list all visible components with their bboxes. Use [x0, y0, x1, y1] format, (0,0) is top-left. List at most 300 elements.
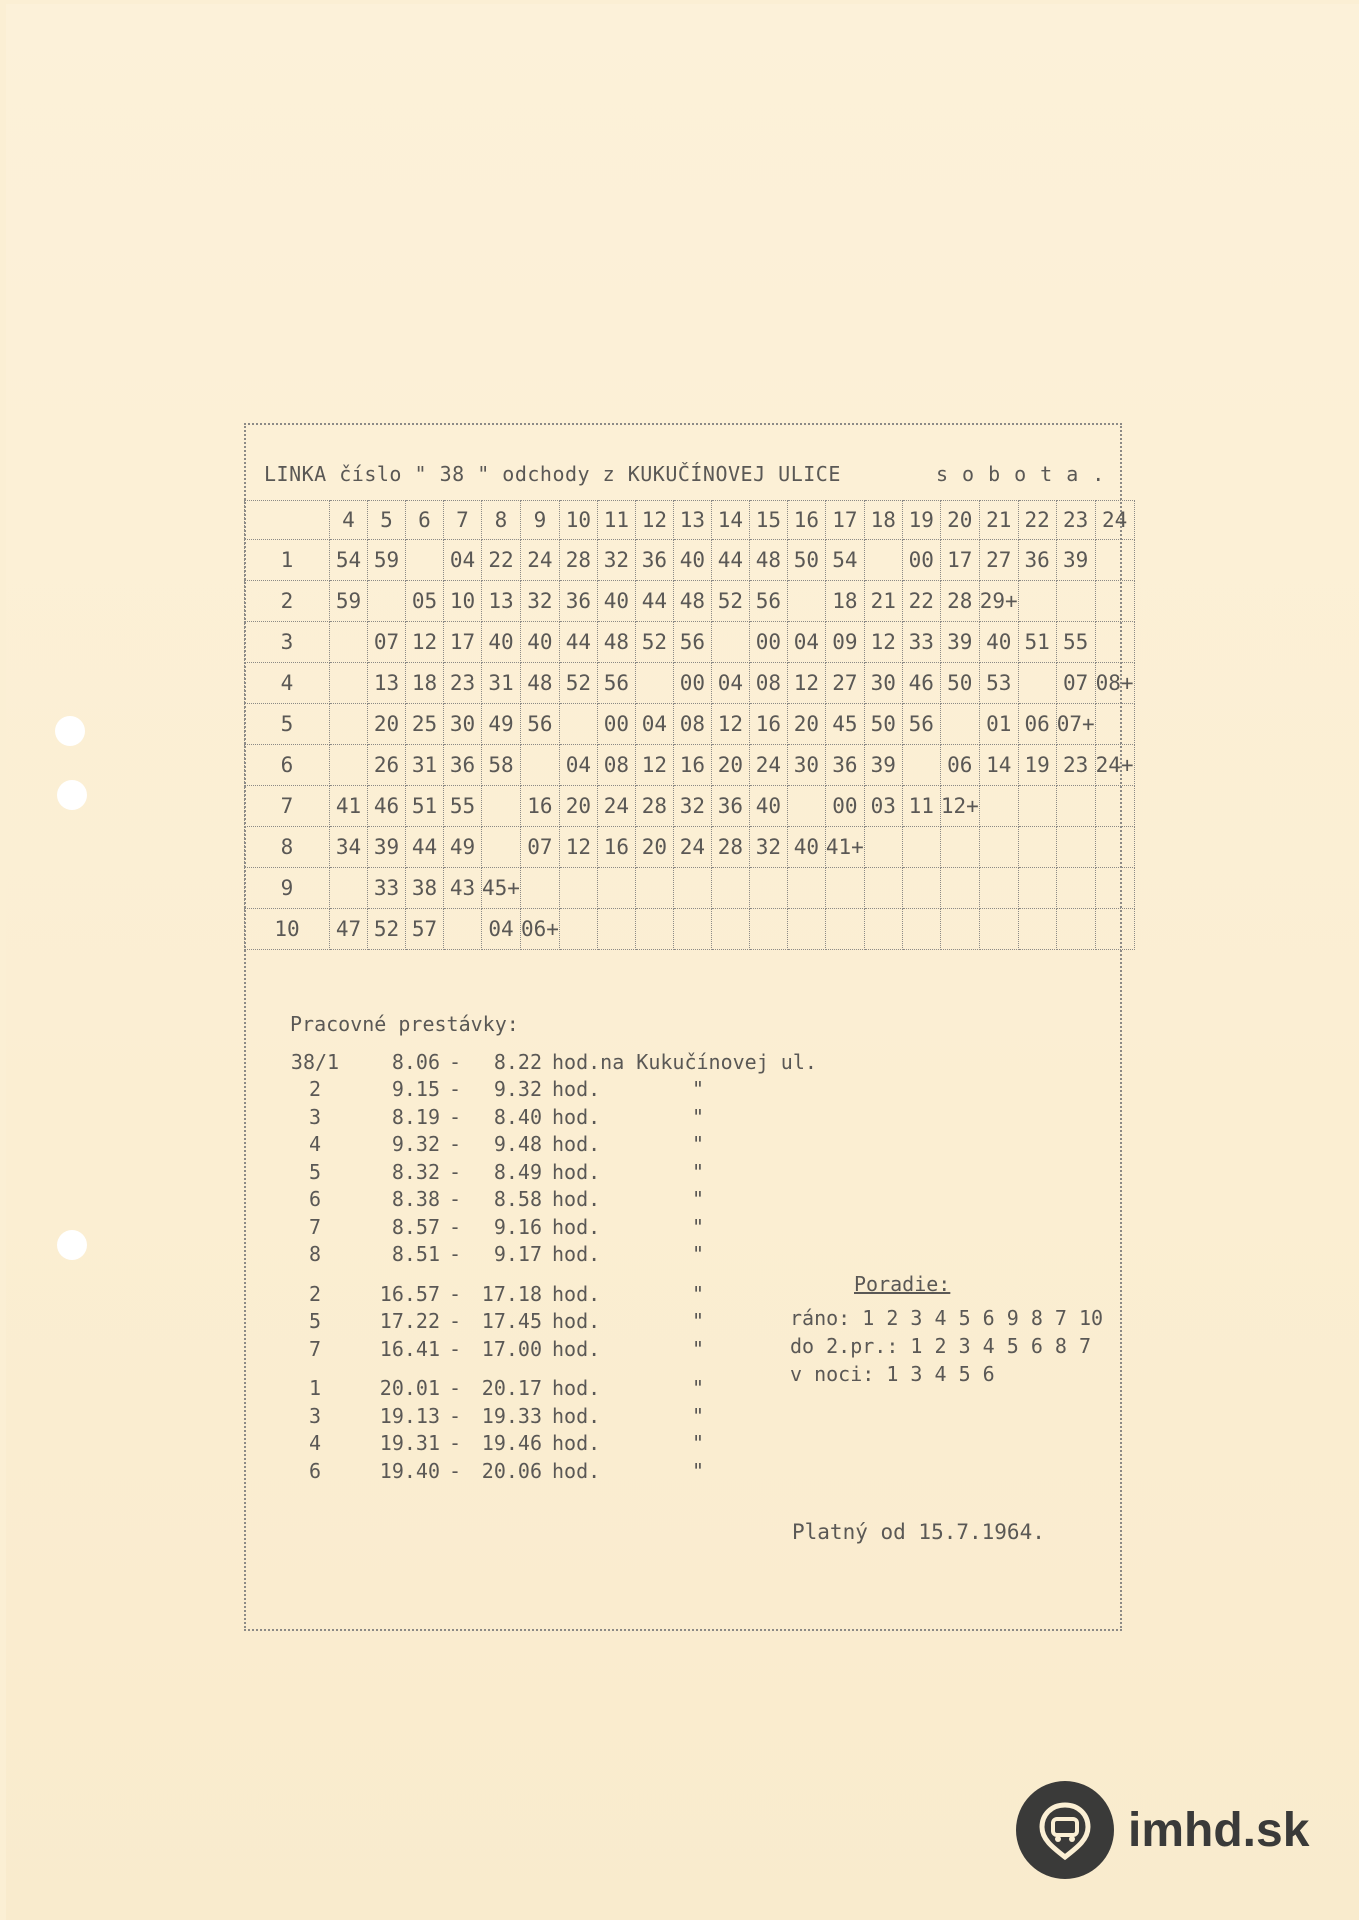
row-label: 7	[245, 786, 330, 827]
break-unit: hod.	[552, 1309, 601, 1334]
break-vehicle: 2	[308, 1077, 322, 1102]
departure-cell: 14	[979, 745, 1018, 786]
break-row	[290, 1280, 704, 1308]
break-start: 17.22	[379, 1309, 440, 1334]
departure-cell: 46	[902, 663, 940, 704]
hour-header: 14	[711, 501, 749, 540]
break-start: 19.40	[379, 1458, 440, 1483]
table-row	[245, 868, 1135, 909]
departure-cell	[1095, 540, 1134, 581]
departure-cell	[406, 540, 444, 581]
punch-hole	[57, 780, 87, 810]
departure-cell: 18	[406, 663, 444, 704]
break-dash: -	[448, 1104, 462, 1129]
departure-cell: 10	[444, 581, 482, 622]
break-start: 8.51	[391, 1242, 440, 1267]
hour-header: 6	[406, 501, 444, 540]
break-end: 9.17	[493, 1242, 542, 1267]
timetable-title	[264, 462, 1119, 486]
departure-cell: 16	[520, 786, 559, 827]
departure-cell: 36	[444, 745, 482, 786]
departure-cell	[864, 540, 902, 581]
break-start: 19.13	[379, 1403, 440, 1428]
departure-cell: 40	[787, 827, 825, 868]
departure-cell	[330, 622, 368, 663]
departure-cell: 06	[940, 745, 979, 786]
departure-cell: 56	[597, 663, 635, 704]
departure-cell	[1095, 581, 1134, 622]
hour-header: 23	[1056, 501, 1095, 540]
departure-cell	[559, 704, 597, 745]
departure-cell: 59	[368, 540, 406, 581]
break-end: 8.40	[493, 1104, 542, 1129]
table-row	[245, 909, 1135, 950]
ditto-mark: "	[692, 1077, 705, 1102]
departure-cell: 00	[597, 704, 635, 745]
break-vehicle: 4	[308, 1132, 322, 1157]
break-row	[290, 1158, 704, 1186]
departure-cell: 04	[482, 909, 521, 950]
departure-cell	[635, 909, 673, 950]
order-night: v noci: 1 3 4 5 6	[790, 1362, 995, 1386]
ditto-mark: "	[692, 1187, 705, 1212]
departure-cell: 07+	[1056, 704, 1095, 745]
departure-cell: 45	[825, 704, 864, 745]
departure-cell	[330, 745, 368, 786]
departure-cell: 27	[825, 663, 864, 704]
departure-cell: 32	[673, 786, 711, 827]
departure-cell	[330, 704, 368, 745]
departure-cell: 22	[482, 540, 521, 581]
departure-cell: 50	[787, 540, 825, 581]
departure-cell	[1095, 909, 1134, 950]
row-label: 3	[245, 622, 330, 663]
ditto-mark: "	[692, 1159, 705, 1184]
departure-cell	[940, 909, 979, 950]
departure-cell	[330, 663, 368, 704]
departure-cell: 11	[902, 786, 940, 827]
order-section	[790, 1272, 1103, 1390]
ditto-mark: "	[692, 1104, 705, 1129]
ditto-mark: "	[692, 1132, 705, 1157]
departure-cell: 58	[482, 745, 521, 786]
hour-header: 11	[597, 501, 635, 540]
departure-cell: 33	[368, 868, 406, 909]
departure-cell	[444, 909, 482, 950]
departure-cell: 17	[444, 622, 482, 663]
hour-header: 5	[368, 501, 406, 540]
ditto-mark: "	[692, 1214, 705, 1239]
departure-cell: 40	[749, 786, 787, 827]
row-label: 10	[245, 909, 330, 950]
departure-cell: 13	[482, 581, 521, 622]
break-dash: -	[448, 1077, 462, 1102]
departure-cell	[979, 786, 1018, 827]
departure-cell: 40	[597, 581, 635, 622]
departure-cell: 12+	[940, 786, 979, 827]
break-row	[290, 1241, 704, 1269]
punch-hole	[57, 1230, 87, 1260]
departure-cell	[520, 745, 559, 786]
departure-cell	[597, 909, 635, 950]
departure-cell: 36	[635, 540, 673, 581]
break-unit: hod.	[552, 1214, 601, 1239]
departure-cell	[864, 868, 902, 909]
departure-cell	[1018, 663, 1056, 704]
departure-cell: 28	[711, 827, 749, 868]
departure-cell	[597, 868, 635, 909]
departure-cell: 20	[635, 827, 673, 868]
break-vehicle: 7	[308, 1336, 322, 1361]
departure-cell: 55	[444, 786, 482, 827]
departure-cell: 30	[787, 745, 825, 786]
break-vehicle: 6	[308, 1458, 322, 1483]
table-row	[245, 704, 1135, 745]
break-row	[290, 1131, 704, 1159]
departure-cell: 08	[673, 704, 711, 745]
departure-cell: 30	[864, 663, 902, 704]
departure-cell: 06	[1018, 704, 1056, 745]
hour-header: 8	[482, 501, 521, 540]
departure-cell: 48	[597, 622, 635, 663]
departure-cell	[979, 909, 1018, 950]
departure-cell	[1018, 786, 1056, 827]
hour-header: 20	[940, 501, 979, 540]
departure-cell	[864, 827, 902, 868]
day-label: sobota.	[936, 462, 1119, 486]
bus-icon	[1016, 1781, 1114, 1879]
break-dash: -	[448, 1159, 462, 1184]
departure-cell: 51	[1018, 622, 1056, 663]
departure-cell	[1018, 581, 1056, 622]
break-start: 8.38	[391, 1187, 440, 1212]
departure-cell	[673, 909, 711, 950]
departure-cell: 12	[787, 663, 825, 704]
table-row	[245, 827, 1135, 868]
departure-cell: 04	[635, 704, 673, 745]
departure-cell: 00	[749, 622, 787, 663]
departure-cell: 32	[749, 827, 787, 868]
break-start: 16.41	[379, 1336, 440, 1361]
departure-cell: 24	[597, 786, 635, 827]
hour-header: 13	[673, 501, 711, 540]
departure-cell	[787, 909, 825, 950]
break-start: 9.32	[391, 1132, 440, 1157]
departure-cell: 50	[940, 663, 979, 704]
departure-cell	[635, 868, 673, 909]
departure-cell: 44	[406, 827, 444, 868]
departure-cell	[368, 581, 406, 622]
hour-header: 4	[330, 501, 368, 540]
departure-cell: 41+	[825, 827, 864, 868]
departure-cell	[864, 909, 902, 950]
break-row	[290, 1430, 704, 1458]
break-row	[290, 1457, 704, 1485]
break-vehicle: 4	[308, 1431, 322, 1456]
departure-cell	[711, 868, 749, 909]
departure-cell: 16	[673, 745, 711, 786]
hour-header: 7	[444, 501, 482, 540]
work-breaks	[290, 1012, 817, 1485]
break-dash: -	[448, 1458, 462, 1483]
departure-cell: 28	[635, 786, 673, 827]
break-end: 20.06	[481, 1458, 542, 1483]
departure-cell: 19	[1018, 745, 1056, 786]
departure-cell: 25	[406, 704, 444, 745]
row-label: 1	[245, 540, 330, 581]
departure-cell: 33	[902, 622, 940, 663]
departure-cell: 13	[368, 663, 406, 704]
corner-cell	[245, 501, 330, 540]
break-unit: hod.	[552, 1336, 601, 1361]
break-unit: hod.	[552, 1458, 601, 1483]
departure-cell: 20	[559, 786, 597, 827]
departure-cell: 52	[368, 909, 406, 950]
break-end: 17.45	[481, 1309, 542, 1334]
break-dash: -	[448, 1309, 462, 1334]
hour-header: 22	[1018, 501, 1056, 540]
departure-cell	[1018, 909, 1056, 950]
break-unit: hod.	[552, 1403, 601, 1428]
departure-cell: 52	[711, 581, 749, 622]
departure-cell: 16	[597, 827, 635, 868]
departure-cell: 36	[711, 786, 749, 827]
logo-text: imhd.sk	[1128, 1803, 1310, 1857]
row-label: 9	[245, 868, 330, 909]
departure-cell: 50	[864, 704, 902, 745]
break-start: 8.32	[391, 1159, 440, 1184]
break-unit: hod.	[552, 1159, 601, 1184]
ditto-mark: "	[692, 1281, 705, 1306]
break-row	[290, 1402, 704, 1430]
departure-cell: 32	[597, 540, 635, 581]
break-dash: -	[448, 1049, 462, 1074]
departure-cell: 07	[1056, 663, 1095, 704]
departure-cell: 07	[520, 827, 559, 868]
break-dash: -	[448, 1376, 462, 1401]
departure-cell: 24+	[1095, 745, 1134, 786]
departure-cell	[825, 868, 864, 909]
departure-cell: 00	[673, 663, 711, 704]
departure-cell: 39	[368, 827, 406, 868]
break-end: 17.18	[481, 1281, 542, 1306]
departure-cell	[1056, 909, 1095, 950]
order-morning: ráno: 1 2 3 4 5 6 9 8 7 10	[790, 1306, 1104, 1330]
ditto-mark: "	[692, 1336, 705, 1361]
hour-header-row	[245, 501, 1135, 540]
departure-cell: 39	[940, 622, 979, 663]
break-dash: -	[448, 1242, 462, 1267]
break-unit: hod.	[552, 1187, 601, 1212]
departure-cell: 36	[825, 745, 864, 786]
table-row	[245, 581, 1135, 622]
row-label: 2	[245, 581, 330, 622]
departure-cell: 04	[711, 663, 749, 704]
break-unit: hod.	[552, 1077, 601, 1102]
break-start: 9.15	[391, 1077, 440, 1102]
departure-cell	[979, 868, 1018, 909]
breaks-evening	[290, 1375, 704, 1485]
departure-cell	[1018, 827, 1056, 868]
row-label: 6	[245, 745, 330, 786]
break-vehicle: 7	[308, 1214, 322, 1239]
table-row	[245, 663, 1135, 704]
departure-cell: 12	[711, 704, 749, 745]
departure-cell	[940, 704, 979, 745]
table-row	[245, 622, 1135, 663]
hour-header: 16	[787, 501, 825, 540]
breaks-afternoon	[290, 1280, 704, 1363]
break-row	[290, 1335, 704, 1363]
departure-cell: 30	[444, 704, 482, 745]
departure-cell: 28	[559, 540, 597, 581]
break-unit: hod.na Kukučínovej ul.	[552, 1049, 817, 1074]
departure-cell: 08+	[1095, 663, 1134, 704]
departure-cell	[1056, 827, 1095, 868]
departure-cell: 26	[368, 745, 406, 786]
break-end: 19.33	[481, 1403, 542, 1428]
departure-cell: 32	[520, 581, 559, 622]
hour-header: 18	[864, 501, 902, 540]
departure-cell	[787, 868, 825, 909]
departure-cell: 56	[749, 581, 787, 622]
break-dash: -	[448, 1431, 462, 1456]
departure-cell: 49	[482, 704, 521, 745]
table-row	[245, 745, 1135, 786]
break-dash: -	[448, 1281, 462, 1306]
break-vehicle: 2	[308, 1281, 322, 1306]
departure-cell	[749, 868, 787, 909]
departure-cell: 16	[749, 704, 787, 745]
break-unit: hod.	[552, 1104, 601, 1129]
departure-cell: 18	[825, 581, 864, 622]
break-end: 9.32	[493, 1077, 542, 1102]
departure-cell: 00	[902, 540, 940, 581]
break-dash: -	[448, 1214, 462, 1239]
break-unit: hod.	[552, 1132, 601, 1157]
departure-cell: 52	[635, 622, 673, 663]
departure-cell	[1056, 868, 1095, 909]
break-end: 17.00	[481, 1336, 542, 1361]
departure-cell: 31	[482, 663, 521, 704]
hour-header: 9	[520, 501, 559, 540]
departure-cell	[1018, 868, 1056, 909]
break-row	[290, 1186, 704, 1214]
departure-cell: 12	[635, 745, 673, 786]
departure-cell: 48	[749, 540, 787, 581]
order-heading: Poradie:	[854, 1272, 951, 1296]
order-until-break: do 2.pr.: 1 2 3 4 5 6 8 7	[790, 1334, 1092, 1358]
break-unit: hod.	[552, 1376, 601, 1401]
departure-cell: 46	[368, 786, 406, 827]
break-row	[290, 1308, 704, 1336]
departure-cell	[979, 827, 1018, 868]
break-end: 8.58	[493, 1187, 542, 1212]
row-label: 4	[245, 663, 330, 704]
departure-cell	[559, 909, 597, 950]
departure-cell: 05	[406, 581, 444, 622]
break-start: 20.01	[379, 1376, 440, 1401]
departure-cell: 44	[559, 622, 597, 663]
departure-cell: 12	[864, 622, 902, 663]
departure-cell: 22	[902, 581, 940, 622]
break-start: 8.06	[391, 1049, 440, 1074]
break-unit: hod.	[552, 1281, 601, 1306]
break-vehicle: 3	[308, 1403, 322, 1428]
departure-cell: 08	[597, 745, 635, 786]
break-unit: hod.	[552, 1242, 601, 1267]
departure-cell	[940, 868, 979, 909]
departure-cell: 38	[406, 868, 444, 909]
departure-cell: 23	[1056, 745, 1095, 786]
departure-cell: 24	[520, 540, 559, 581]
departure-cell	[1095, 827, 1134, 868]
break-row	[290, 1213, 704, 1241]
ditto-mark: "	[692, 1431, 705, 1456]
table-row	[245, 786, 1135, 827]
departure-cell: 40	[673, 540, 711, 581]
departure-cell	[482, 786, 521, 827]
departure-cell: 20	[368, 704, 406, 745]
break-dash: -	[448, 1132, 462, 1157]
departure-cell: 40	[482, 622, 521, 663]
break-dash: -	[448, 1187, 462, 1212]
departure-cell	[902, 827, 940, 868]
break-end: 20.17	[481, 1376, 542, 1401]
departure-cell: 24	[749, 745, 787, 786]
departure-cell: 49	[444, 827, 482, 868]
departure-cell: 12	[406, 622, 444, 663]
ditto-mark: "	[692, 1376, 705, 1401]
departure-cell: 40	[979, 622, 1018, 663]
departure-cell: 51	[406, 786, 444, 827]
departure-cell: 04	[559, 745, 597, 786]
break-start: 16.57	[379, 1281, 440, 1306]
departure-cell: 20	[711, 745, 749, 786]
departure-cell: 44	[635, 581, 673, 622]
departure-cell	[520, 868, 559, 909]
departure-cell: 56	[902, 704, 940, 745]
departure-cell: 48	[520, 663, 559, 704]
departure-cell	[673, 868, 711, 909]
departure-cell: 54	[330, 540, 368, 581]
imhd-logo	[1016, 1781, 1309, 1879]
departure-cell: 47	[330, 909, 368, 950]
departure-cell	[1095, 786, 1134, 827]
departure-cell: 36	[559, 581, 597, 622]
break-start: 8.57	[391, 1214, 440, 1239]
departure-cell: 31	[406, 745, 444, 786]
departure-cell: 29+	[979, 581, 1018, 622]
line-title: LINKA číslo " 38 " odchody z KUKUČÍNOVEJ ULICE	[264, 462, 841, 486]
break-row	[290, 1375, 704, 1403]
departure-cell: 39	[1056, 540, 1095, 581]
departure-cell	[902, 868, 940, 909]
departure-cell: 01	[979, 704, 1018, 745]
break-start: 19.31	[379, 1431, 440, 1456]
break-unit: hod.	[552, 1431, 601, 1456]
departure-cell: 06+	[520, 909, 559, 950]
breaks-morning	[290, 1048, 817, 1268]
table-row	[245, 540, 1135, 581]
departure-cell: 17	[940, 540, 979, 581]
ditto-mark: "	[692, 1458, 705, 1483]
ditto-mark: "	[692, 1403, 705, 1428]
departure-cell: 36	[1018, 540, 1056, 581]
departure-cell	[559, 868, 597, 909]
departure-cell	[1056, 581, 1095, 622]
departure-cell: 43	[444, 868, 482, 909]
